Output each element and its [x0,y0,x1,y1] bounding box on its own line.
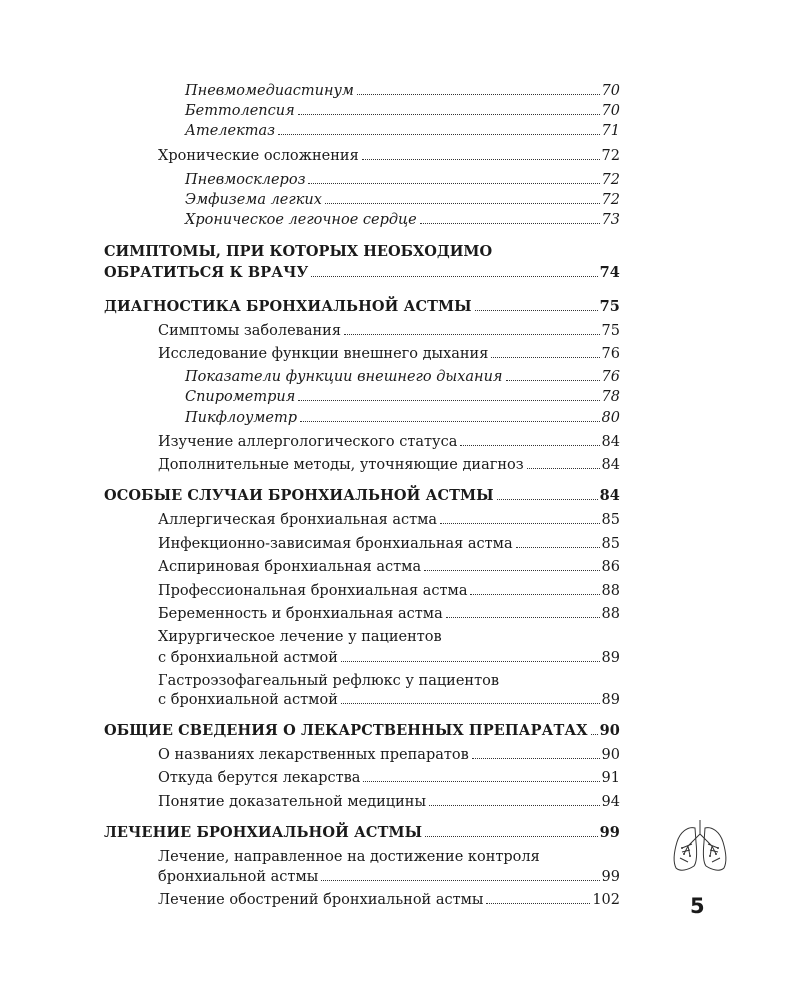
toc-entry-page: 84 [599,487,620,504]
toc-entry [158,890,620,910]
toc-entry-title: ОБРАТИТЬСЯ К ВРАЧУ [104,264,309,281]
toc-entry-title: Аспириновая бронхиальная астма [158,559,422,575]
toc-entry [185,367,620,387]
toc-entry-title: Понятие доказательной медицины [158,794,427,810]
toc-entry-title: Симптомы заболевания [158,323,341,339]
leader-dots [472,758,600,759]
leader-dots [440,523,599,524]
toc-entry [185,387,620,407]
toc-entry-title: ОСОБЫЕ СЛУЧАИ БРОНХИАЛЬНОЙ АСТМЫ [104,487,494,504]
toc-entry [158,534,620,554]
toc-entry [185,408,620,428]
toc-entry [158,455,620,475]
toc-entry-title: Инфекционно-зависимая бронхиальная астма [158,536,513,552]
toc-entry-page: 76 [601,346,620,362]
toc-entry [185,121,620,141]
toc-entry-page: 72 [601,192,620,208]
toc-entry-title: Пикфлоуметр [185,410,297,426]
toc-entry-page: 99 [601,869,620,885]
page-number: 5 [690,894,705,918]
toc-entry-page: 76 [601,369,620,385]
toc-entry-title: Лечение обострений бронхиальной астмы [158,892,484,908]
toc-entry-title: Изучение аллергологического статуса [158,434,458,450]
toc-entry-title: Дополнительные методы, уточняющие диагноз [158,457,524,473]
toc-entry-page: 72 [601,148,620,164]
leader-dots [591,734,598,735]
toc-entry-line: Хирургическое лечение у пациентов [158,629,442,645]
toc-entry-page: 94 [601,794,620,810]
leader-dots [460,445,599,446]
leader-dots [491,357,599,358]
leader-dots [300,421,600,422]
toc-entry-title: О названиях лекарственных препаратов [158,747,469,763]
toc-entry [158,690,620,710]
toc-entry-title: Откуда берутся лекарства [158,770,361,786]
toc-entry-title: Ателектаз [185,123,276,139]
leader-dots [278,134,599,135]
toc-entry [158,581,620,601]
leader-dots [363,781,599,782]
toc-entry-title: Беременность и бронхиальная астма [158,606,443,622]
leader-dots [470,594,599,595]
leader-dots [425,836,597,837]
leader-dots [311,276,597,277]
toc-entry-title: с бронхиальной астмой [158,650,338,666]
toc-entry [158,146,620,166]
toc-entry-title: Исследование функции внешнего дыхания [158,346,489,362]
section-heading [104,823,620,843]
toc-entry-title: Аллергическая бронхиальная астма [158,512,438,528]
section-heading [104,263,620,283]
toc-entry-page: 75 [601,323,620,339]
leader-dots [486,903,590,904]
toc-entry [185,210,620,230]
toc-entry [185,81,620,101]
toc-entry [185,170,620,190]
leader-dots [446,617,600,618]
toc-entry [158,344,620,364]
leader-dots [357,94,600,95]
toc-entry-page: 85 [601,536,620,552]
section-heading [104,721,620,741]
toc-entry-page: 85 [601,512,620,528]
toc-entry-title: Хроническое легочное сердце [185,212,417,228]
toc-entry [158,867,620,887]
toc-entry-title: Пневмомедиастинум [185,83,354,99]
toc-entry-title: ОБЩИЕ СВЕДЕНИЯ О ЛЕКАРСТВЕННЫХ ПРЕПАРАТАХ [104,722,588,739]
leader-dots [497,499,598,500]
toc-entry-title: бронхиальной астмы [158,869,319,885]
leader-dots [516,547,600,548]
toc-entry-title: с бронхиальной астмой [158,692,338,708]
leader-dots [429,805,600,806]
toc-entry-title: Хронические осложнения [158,148,359,164]
toc-entry-title: ДИАГНОСТИКА БРОНХИАЛЬНОЙ АСТМЫ [104,298,472,315]
leader-dots [527,468,600,469]
toc-entry-page: 102 [592,892,620,908]
toc-entry-page: 70 [601,103,620,119]
toc-entry-page: 71 [601,123,620,139]
toc-entry-page: 72 [601,172,620,188]
toc-entry-title: Профессиональная бронхиальная астма [158,583,468,599]
toc-entry-page: 99 [599,824,620,841]
leader-dots [344,334,600,335]
leader-dots [506,380,600,381]
toc-entry-page: 70 [601,83,620,99]
toc-entry-title: Показатели функции внешнего дыхания [185,369,503,385]
toc-entry-page: 89 [601,692,620,708]
toc-entry [158,510,620,530]
toc-entry-page: 86 [601,559,620,575]
toc-entry [158,792,620,812]
toc-entry-line: Гастроэзофагеальный рефлюкс у пациентов [158,673,499,689]
toc-entry-page: 73 [601,212,620,228]
leader-dots [308,183,599,184]
toc-entry-title: Пневмосклероз [185,172,306,188]
toc-entry-page: 90 [599,722,620,739]
leader-dots [341,703,600,704]
toc-entry [158,648,620,668]
leader-dots [420,223,600,224]
leader-dots [424,570,599,571]
lungs-icon [668,818,732,874]
leader-dots [475,310,598,311]
toc-entry [158,604,620,624]
toc-entry [185,190,620,210]
section-heading [104,486,620,506]
toc-entry-page: 91 [601,770,620,786]
toc-entry-page: 88 [601,606,620,622]
leader-dots [321,880,599,881]
toc-entry-page: 84 [601,434,620,450]
toc-entry-line: Лечение, направленное на достижение контроля [158,849,540,865]
toc-entry-page: 90 [601,747,620,763]
leader-dots [298,400,599,401]
toc-entry-title: Спирометрия [185,389,296,405]
toc-entry [185,101,620,121]
toc-entry-page: 84 [601,457,620,473]
toc-entry [158,557,620,577]
toc-entry-page: 89 [601,650,620,666]
toc-entry-title: ЛЕЧЕНИЕ БРОНХИАЛЬНОЙ АСТМЫ [104,824,423,841]
leader-dots [362,159,600,160]
toc-entry-title: Беттолепсия [185,103,295,119]
toc-entry [158,432,620,452]
toc-entry-page: 78 [601,389,620,405]
toc-entry [158,768,620,788]
leader-dots [341,661,600,662]
leader-dots [298,114,600,115]
toc-entry-page: 80 [601,410,620,426]
toc-entry-title: Эмфизема легких [185,192,322,208]
toc-entry-page: 88 [601,583,620,599]
toc-entry-page: 74 [599,264,620,281]
toc-entry [158,321,620,341]
leader-dots [325,203,600,204]
toc-entry [158,745,620,765]
toc-entry-page: 75 [599,298,620,315]
section-heading [104,297,620,317]
section-heading-line: СИМПТОМЫ, ПРИ КОТОРЫХ НЕОБХОДИМО [104,243,493,260]
